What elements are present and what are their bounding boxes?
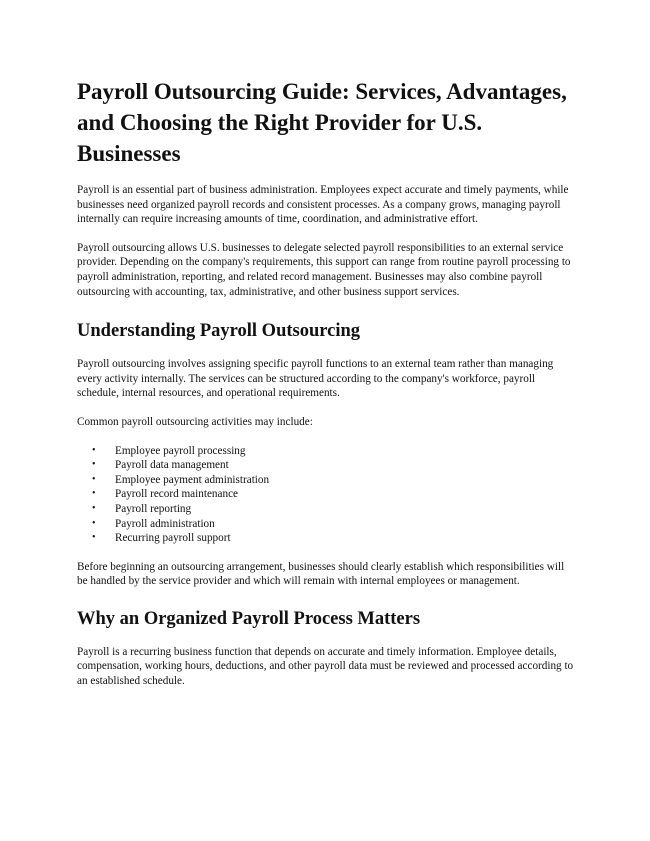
list-item-text: Payroll record maintenance [115,488,239,501]
list-item [92,517,577,532]
list-item [92,444,577,459]
activities-list [77,444,577,546]
bullet-icon: • [92,473,96,485]
intro-paragraph-2: Payroll outsourcing allows U.S. businesses to delegate selected payroll responsibilities to an external service provider. Depending on the company's requirements, this support can range from routine payroll processing to payroll administration, reporting, and related record management. Businesses may also combine payroll outsourcing with accounting, tax, administrative, and other business support services. [77,241,571,298]
list-item [92,502,577,517]
section-heading-why-organized: Why an Organized Payroll Process Matters [77,608,421,629]
section2-paragraph-1: Payroll is a recurring business function that depends on accurate and timely information. Employee details, compensation, working hours, deductions, and other payroll data must be reviewed and processed according to an established schedule. [77,645,574,688]
bullet-icon: • [92,517,96,529]
list-item-text: Payroll reporting [115,502,192,515]
bullet-icon: • [92,502,96,514]
bullet-icon: • [92,532,96,544]
list-item-text: Payroll administration [115,517,215,530]
bullet-icon: • [92,444,96,456]
intro-paragraph-1: Payroll is an essential part of business administration. Employees expect accurate and timely payments, while businesses need organized payroll records and consistent processes. As a company grows, managing payroll internally can require increasing amounts of time, coordination, and administrative effort. [77,184,569,226]
list-item [92,473,577,488]
list-item [92,531,577,546]
section1-paragraph-2: Before beginning an outsourcing arrangement, businesses should clearly establish which responsibilities will be handled by the service provider and which will remain with internal employees or management. [77,560,565,588]
list-item-text: Employee payroll processing [115,444,246,457]
list-item-text: Employee payment administration [115,473,270,486]
list-item-text: Payroll data management [115,459,229,472]
section-heading-understanding: Understanding Payroll Outsourcing [77,321,361,342]
list-item [92,458,577,473]
section1-paragraph-1: Payroll outsourcing involves assigning specific payroll functions to an external team rather than managing every activity internally. The services can be structured according to the company's workforce, payroll schedule, internal resources, and operational requirements. [77,358,554,400]
bullet-icon: • [92,459,96,471]
bullet-icon: • [92,488,96,500]
list-item-text: Recurring payroll support [115,532,231,545]
document-page [77,76,577,703]
document-title: Payroll Outsourcing Guide: Services, Advantages, and Choosing the Right Provider for U.S. Businesses [77,79,567,166]
list-item [92,487,577,502]
section1-list-intro: Common payroll outsourcing activities may include: [77,415,313,428]
